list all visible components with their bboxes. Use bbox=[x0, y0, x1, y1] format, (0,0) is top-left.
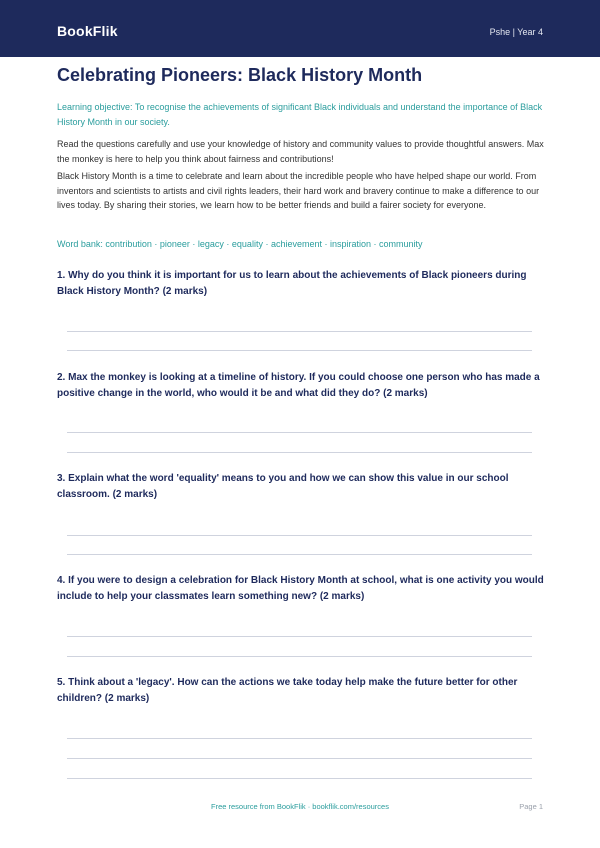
question-4 bbox=[57, 573, 547, 604]
answer-line[interactable] bbox=[67, 636, 532, 637]
answer-line[interactable] bbox=[67, 535, 532, 536]
question-5 bbox=[57, 675, 547, 706]
question-1 bbox=[57, 268, 547, 299]
context-paragraph: Black History Month is a time to celebrate and learn about the incredible people who have helped shape our world. From inventors and scientists to artists and civil rights leaders, their hard work and bravery continue to make a difference to our lives today. By sharing their stories, we learn how to be better friends and build a fairer society for everyone. bbox=[57, 171, 540, 210]
subject-year-label: Pshe | Year 4 bbox=[489, 27, 543, 37]
answer-line[interactable] bbox=[67, 350, 532, 351]
answer-line[interactable] bbox=[67, 778, 532, 779]
page-title: Celebrating Pioneers: Black History Month bbox=[57, 65, 423, 85]
answer-line[interactable] bbox=[67, 554, 532, 555]
answer-line[interactable] bbox=[67, 656, 532, 657]
answer-line[interactable] bbox=[67, 738, 532, 739]
question-2 bbox=[57, 370, 547, 401]
question-text: 2. Max the monkey is looking at a timeline of history. If you could choose one person who has made a positive change in the world, who would it be and what did they do? (2 marks) bbox=[57, 372, 540, 399]
footer-credit: Free resource from BookFlik · bookflik.com/resources bbox=[211, 802, 389, 811]
brand-logo: BookFlik bbox=[57, 23, 118, 39]
answer-line[interactable] bbox=[67, 758, 532, 759]
answer-line[interactable] bbox=[67, 331, 532, 332]
answer-line[interactable] bbox=[67, 452, 532, 453]
question-text: 4. If you were to design a celebration for Black History Month at school, what is one activity you would include to help your classmates learn something new? (2 marks) bbox=[57, 575, 544, 602]
answer-line[interactable] bbox=[67, 432, 532, 433]
instructions: Read the questions carefully and use your knowledge of history and community values to provide thoughtful answers. Max the monkey is here to help you think about fairness and contributions! bbox=[57, 139, 544, 164]
question-text: 3. Explain what the word 'equality' means to you and how we can show this value in our school classroom. (2 marks) bbox=[57, 473, 509, 500]
question-text: 5. Think about a 'legacy'. How can the actions we take today help make the future better for other children? (2 marks) bbox=[57, 677, 518, 704]
page-number: Page 1 bbox=[519, 802, 543, 811]
header-bar bbox=[0, 0, 600, 57]
word-bank: Word bank: contribution · pioneer · legacy · equality · achievement · inspiration · community bbox=[57, 239, 423, 249]
question-3 bbox=[57, 471, 547, 502]
question-text: 1. Why do you think it is important for us to learn about the achievements of Black pioneers during Black History Month? (2 marks) bbox=[57, 270, 527, 297]
learning-objective: Learning objective: To recognise the achievements of significant Black individuals and understand the importance of Black History Month in our society. bbox=[57, 102, 543, 127]
